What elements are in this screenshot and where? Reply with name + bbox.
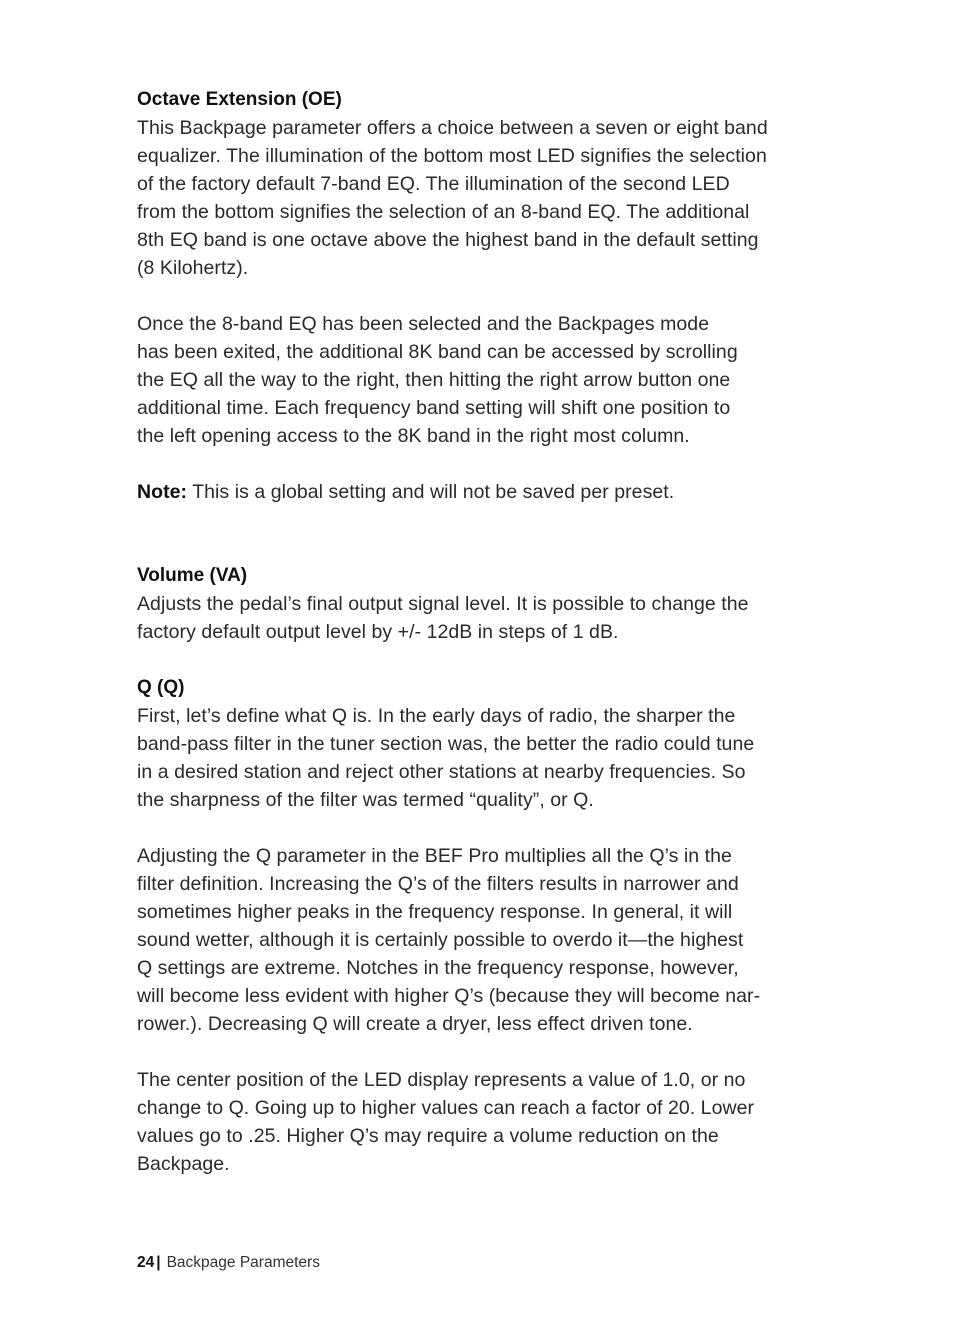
text-line: rower.). Decreasing Q will create a dryer, less effect driven tone. [137, 1013, 693, 1035]
paragraph [137, 310, 867, 450]
section-heading: Octave Extension (OE) [137, 89, 342, 110]
paragraph [137, 1066, 867, 1178]
footer-separator: | [156, 1254, 161, 1271]
paragraph [137, 702, 867, 814]
note-label: Note: [137, 481, 188, 503]
text-line: band-pass filter in the tuner section was, the better the radio could tune [137, 733, 755, 755]
text-line: Adjusts the pedal’s final output signal level. It is possible to change the [137, 593, 749, 615]
text-line: of the factory default 7-band EQ. The illumination of the second LED [137, 173, 730, 195]
text-line: the left opening access to the 8K band in the right most column. [137, 425, 690, 447]
note-text: This is a global setting and will not be saved per preset. [187, 481, 675, 503]
text-line: sound wetter, although it is certainly possible to overdo it—the highest [137, 929, 744, 951]
paragraph [137, 114, 867, 282]
section-heading: Volume (VA) [137, 565, 248, 586]
text-line: filter definition. Increasing the Q’s of the filters results in narrower and [137, 873, 739, 895]
text-line: change to Q. Going up to higher values can reach a factor of 20. Lower [137, 1097, 755, 1119]
document-page [137, 86, 867, 1178]
section-octave-extension [137, 86, 867, 506]
text-line: Q settings are extreme. Notches in the frequency response, however, [137, 957, 739, 979]
note [137, 478, 867, 506]
paragraph [137, 590, 867, 646]
text-line: Adjusting the Q parameter in the BEF Pro multiplies all the Q’s in the [137, 845, 732, 867]
text-line: Backpage. [137, 1153, 230, 1175]
text-line: First, let’s define what Q is. In the early days of radio, the sharper the [137, 705, 736, 727]
text-line: 8th EQ band is one octave above the highest band in the default setting [137, 229, 759, 251]
section-volume [137, 562, 867, 646]
section-heading: Q (Q) [137, 677, 185, 698]
text-line: equalizer. The illumination of the bottom most LED signifies the selection [137, 145, 767, 167]
page-number: 24 [137, 1254, 155, 1271]
paragraph [137, 842, 867, 1038]
text-line: the sharpness of the filter was termed “quality”, or Q. [137, 789, 594, 811]
text-line: in a desired station and reject other stations at nearby frequencies. So [137, 761, 746, 783]
section-q [137, 674, 867, 1178]
text-line: This Backpage parameter offers a choice between a seven or eight band [137, 117, 768, 139]
page-footer [137, 1252, 320, 1274]
text-line: (8 Kilohertz). [137, 257, 249, 279]
text-line: The center position of the LED display represents a value of 1.0, or no [137, 1069, 746, 1091]
text-line: additional time. Each frequency band setting will shift one position to [137, 397, 731, 419]
text-line: Once the 8-band EQ has been selected and the Backpages mode [137, 313, 710, 335]
footer-section-title: Backpage Parameters [166, 1254, 320, 1271]
text-line: has been exited, the additional 8K band can be accessed by scrolling [137, 341, 738, 363]
text-line: will become less evident with higher Q’s (because they will become nar- [137, 985, 761, 1007]
text-line: factory default output level by +/- 12dB in steps of 1 dB. [137, 621, 619, 643]
text-line: the EQ all the way to the right, then hitting the right arrow button one [137, 369, 731, 391]
text-line: sometimes higher peaks in the frequency response. In general, it will [137, 901, 733, 923]
text-line: values go to .25. Higher Q’s may require a volume reduction on the [137, 1125, 719, 1147]
text-line: from the bottom signifies the selection of an 8-band EQ. The additional [137, 201, 750, 223]
